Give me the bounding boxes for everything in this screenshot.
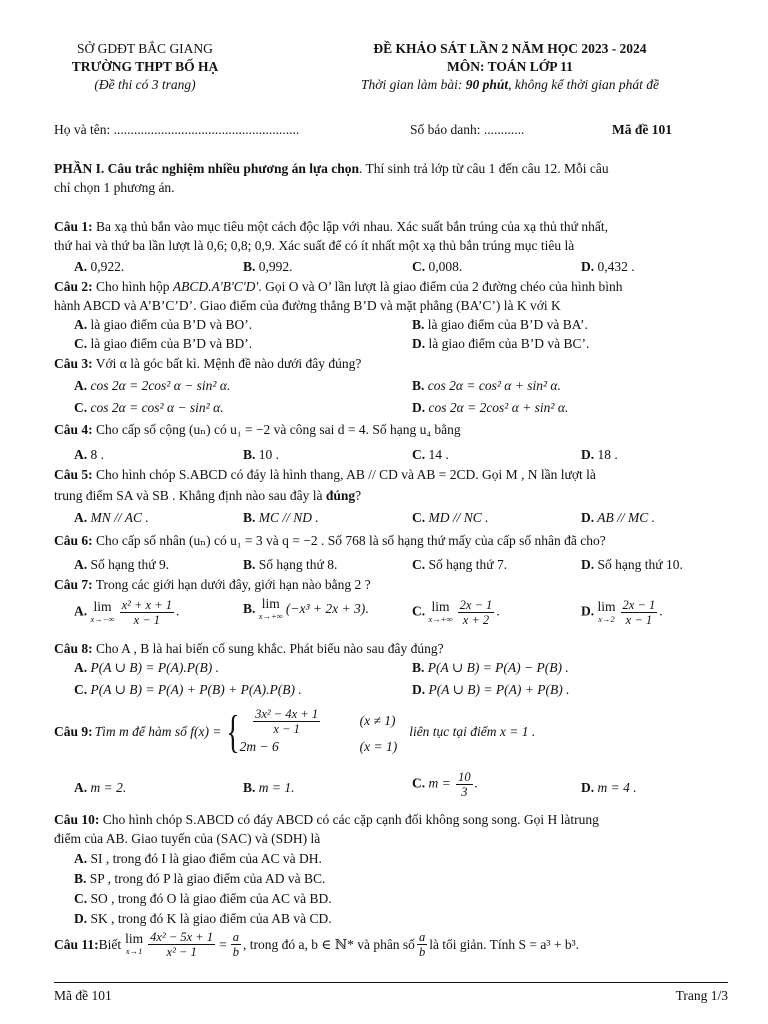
- q1-text: Câu 1: Ba xạ thủ bắn vào mục tiêu một cách độc lập với nhau. Xác suất bắn trúng của xạ thủ thứ nhất,: [54, 219, 608, 234]
- q3-text: Câu 3: Với α là góc bất kì. Mệnh đề nào dưới đây đúng?: [54, 356, 362, 371]
- q5-text: Câu 5: Cho hình chóp S.ABCD có đáy là hình thang, AB // CD và AB = 2CD. Gọi M , N lần lượt là: [54, 467, 596, 482]
- student-name-field: Họ và tên: .......................................................: [54, 122, 300, 137]
- q10-text-2: điểm của AB. Giao tuyến của (SAC) và (SDH) là: [54, 831, 321, 846]
- q6-option-a[interactable]: A. Số hạng thứ 9.: [74, 557, 170, 572]
- time-note: Thời gian làm bài: 90 phút, không kể thời gian phát đề: [361, 77, 659, 92]
- q7-option-b[interactable]: B. lim x→+∞ (−x³ + 2x + 3).: [243, 596, 369, 621]
- pages-note: (Đề thi có 3 trang): [94, 77, 196, 92]
- q4-option-b[interactable]: B. 10 .: [243, 447, 280, 462]
- q2-option-a[interactable]: A. là giao điểm của B’D và BO’.: [74, 317, 253, 332]
- q6-option-b[interactable]: B. Số hạng thứ 8.: [243, 557, 338, 572]
- student-id-field: Số báo danh: ............: [410, 122, 525, 137]
- q1-option-a[interactable]: A. 0,922.: [74, 259, 125, 274]
- school-name: TRƯỜNG THPT BỐ HẠ: [71, 59, 219, 74]
- q10-option-c[interactable]: C. SO , trong đó O là giao điểm của AC và BD.: [74, 891, 332, 906]
- q10-option-d[interactable]: D. SK , trong đó K là giao điểm của AB và CD.: [74, 911, 332, 926]
- q5-option-a[interactable]: A. MN // AC .: [74, 510, 149, 525]
- q2-text: Câu 2: Cho hình hộp ABCD.A'B'C'D'. Gọi O và O’ lần lượt là giao điểm của 2 đường chéo của hình bình: [54, 279, 623, 294]
- q10-text: Câu 10: Cho hình chóp S.ABCD có đáy ABCD có các cặp cạnh đối không song song. Gọi H làtrung: [54, 812, 599, 827]
- q1-option-d[interactable]: D. 0,432 .: [581, 259, 635, 274]
- exam-code: Mã đề 101: [612, 122, 672, 137]
- q3-option-c[interactable]: C. cos 2α = cos² α − sin² α.: [74, 400, 224, 415]
- part1-desc: chỉ chọn 1 phương án.: [54, 180, 175, 195]
- header-right: [300, 40, 720, 94]
- q7-text: Câu 7: Trong các giới hạn dưới đây, giới hạn nào bằng 2 ?: [54, 577, 371, 592]
- q1-option-b[interactable]: B. 0,992.: [243, 259, 293, 274]
- q5-option-c[interactable]: C. MD // NC .: [412, 510, 489, 525]
- q3-option-d[interactable]: D. cos 2α = 2cos² α + sin² α.: [412, 400, 569, 415]
- q3-option-b[interactable]: B. cos 2α = cos² α + sin² α.: [412, 378, 561, 393]
- q9-option-b[interactable]: B. m = 1.: [243, 780, 295, 795]
- q7-option-a[interactable]: A. lim x→−∞ $\frac{\text{x² + x + 1}}{x - 1}$ .: [74, 598, 180, 627]
- footer-exam-code: Mã đề 101: [54, 988, 112, 1003]
- q9-brace: {: [225, 706, 240, 757]
- department-name: SỞ GDĐT BẮC GIANG: [77, 41, 213, 56]
- subject-title: MÔN: TOÁN LỚP 11: [447, 59, 573, 74]
- q4-option-c[interactable]: C. 14 .: [412, 447, 449, 462]
- q4-text: Câu 4: Cho cấp số cộng (uₙ) có u₁ = −2 và công sai d = 4. Số hạng u₄ bằng: [54, 422, 461, 437]
- q2-option-c[interactable]: C. là giao điểm của B’D và BD’.: [74, 336, 253, 351]
- footer-divider: [54, 982, 728, 983]
- q9-option-a[interactable]: A. m = 2.: [74, 780, 127, 795]
- q5-option-b[interactable]: B. MC // ND .: [243, 510, 319, 525]
- exam-title: ĐỀ KHẢO SÁT LẦN 2 NĂM HỌC 2023 - 2024: [373, 41, 647, 56]
- part1-heading: PHẦN I. Câu trắc nghiệm nhiều phương án lựa chọn. Thí sinh trả lớp từ câu 1 đến câu 12. Mỗi câu: [54, 161, 609, 176]
- q10-option-a[interactable]: A. SI , trong đó I là giao điểm của AC và DH.: [74, 851, 322, 866]
- q2-option-b[interactable]: B. là giao điểm của B’D và BA’.: [412, 317, 588, 332]
- q9-option-d[interactable]: D. m = 4 .: [581, 780, 637, 795]
- q2-text-2: hành ABCD và A’B’C’D’. Giao điểm của đường thẳng B’D và mặt phẳng (BA’C’) là K với K: [54, 298, 561, 313]
- q8-option-c[interactable]: C. P(A ∪ B) = P(A) + P(B) + P(A).P(B) .: [74, 682, 302, 697]
- q6-option-d[interactable]: D. Số hạng thứ 10.: [581, 557, 683, 572]
- q9-text: Câu 9: Tìm m để hàm số f(x) = { $\frac{\text{3x² − 4x + 1}}{x - 1}$ (x ≠ 1) 2m − 6 (x = 1) liên tục tại điểm x = 1 .: [54, 706, 536, 757]
- header-left: [40, 40, 250, 94]
- q8-text: Câu 8: Cho A , B là hai biến cố sung khắc. Phát biểu nào sau đây đúng?: [54, 641, 444, 656]
- q8-option-d[interactable]: D. P(A ∪ B) = P(A) + P(B) .: [412, 682, 570, 697]
- q10-option-b[interactable]: B. SP , trong đó P là giao điểm của AD và BC.: [74, 871, 326, 886]
- q8-option-a[interactable]: A. P(A ∪ B) = P(A).P(B) .: [74, 660, 220, 675]
- q1-text-2: thứ hai và thứ ba lần lượt là 0,6; 0,8; 0,9. Xác suất để có ít nhất một xạ thủ bắn trúng mục tiêu là: [54, 238, 575, 253]
- q4-option-a[interactable]: A. 8 .: [74, 447, 104, 462]
- footer-page-number: Trang 1/3: [675, 988, 728, 1003]
- q11-text: Câu 11: Biết lim x→1 $\frac{\text{4x² − 5x + 1}}{\text{x² − 1}}$ = $\frac{a}{b}$ , trong đó a, b ∈ ℕ* và phân số $\frac{a}{b}$ là tối giản. Tính S = a³ + b³.: [54, 930, 579, 959]
- q8-option-b[interactable]: B. P(A ∪ B) = P(A) − P(B) .: [412, 660, 569, 675]
- q7-option-c[interactable]: C. lim x→+∞ $\frac{2x - 1}{x + 2}$ .: [412, 598, 500, 627]
- q9-option-c[interactable]: C. m = $\frac{10}{3}$ .: [412, 770, 478, 799]
- q2-option-d[interactable]: D. là giao điểm của B’D và BC’.: [412, 336, 590, 351]
- q7-option-d[interactable]: D. lim x→2 $\frac{2x - 1}{x - 1}$ .: [581, 598, 663, 627]
- q3-option-a[interactable]: A. cos 2α = 2cos² α − sin² α.: [74, 378, 231, 393]
- q6-option-c[interactable]: C. Số hạng thứ 7.: [412, 557, 508, 572]
- q5-text-2: trung điểm SA và SB . Khẳng định nào sau đây là đúng?: [54, 488, 362, 503]
- q1-option-c[interactable]: C. 0,008.: [412, 259, 463, 274]
- q4-option-d[interactable]: D. 18 .: [581, 447, 618, 462]
- q6-text: Câu 6: Cho cấp số nhân (uₙ) có u₁ = 3 và q = −2 . Số 768 là số hạng thứ mấy của cấp số nhân đã cho?: [54, 533, 606, 548]
- q5-option-d[interactable]: D. AB // MC .: [581, 510, 656, 525]
